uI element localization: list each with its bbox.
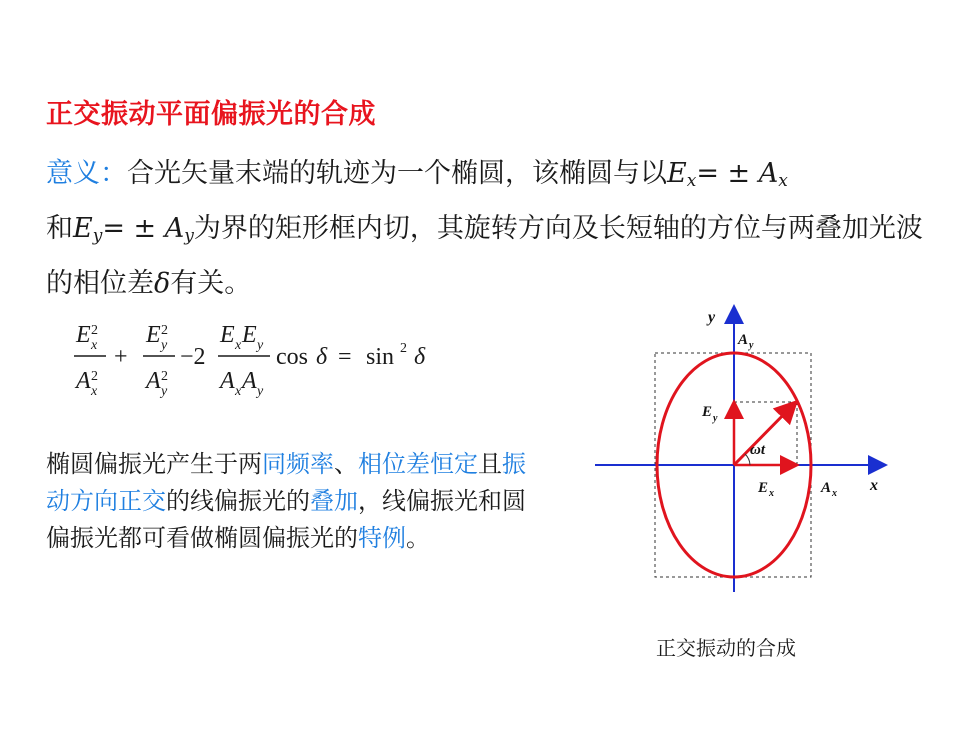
svg-text:y: y <box>713 413 718 424</box>
svg-text:2: 2 <box>91 369 98 384</box>
fraction-exey-over-axay <box>218 322 270 399</box>
meaning-text-2: 和 <box>46 213 73 244</box>
svg-text:y: y <box>161 384 168 399</box>
svg-text:x: x <box>91 338 98 353</box>
svg-text:2: 2 <box>161 323 168 338</box>
orthogonal-vibration-diagram <box>590 300 900 600</box>
meaning-text-1: 合光矢量末端的轨迹为一个椭圆，该椭圆与以 <box>127 158 667 189</box>
ax-label <box>820 480 837 499</box>
keyword-special-case: 特例 <box>358 524 406 552</box>
ey-label <box>701 404 718 424</box>
y-axis-label: y <box>708 309 716 326</box>
math-ex: $E_x= \pm A_x$ <box>667 158 788 191</box>
svg-text:A: A <box>76 368 91 394</box>
slide-title: 正交振动平面偏振光的合成 <box>46 99 376 130</box>
svg-text:2: 2 <box>91 323 98 338</box>
svg-text:y: y <box>257 384 264 399</box>
math-ey: $E_y= \pm A_y$ <box>73 213 194 246</box>
svg-text:A: A <box>242 368 257 394</box>
svg-text:x: x <box>91 384 98 399</box>
x-axis-label: x <box>870 477 878 494</box>
meaning-label: 意义： <box>46 158 127 189</box>
sin-exponent: 2 <box>400 341 407 356</box>
keyword-constant-phase: 相位差恒定 <box>358 450 478 478</box>
keyword-superposition: 叠加 <box>310 487 358 515</box>
ellipse-equation <box>70 312 500 412</box>
svg-text:A: A <box>146 368 161 394</box>
cos-text: cos <box>276 344 308 370</box>
fraction-ey-over-ay <box>143 322 175 399</box>
svg-text:y: y <box>161 338 168 353</box>
svg-text:A: A <box>821 480 832 496</box>
svg-text:x: x <box>832 488 837 499</box>
svg-text:E: E <box>146 322 161 348</box>
svg-text:2: 2 <box>161 369 168 384</box>
math-delta: δ <box>154 268 171 299</box>
meaning-text-4: 有关。 <box>170 268 252 299</box>
svg-text:x: x <box>235 384 242 399</box>
svg-text:E: E <box>702 404 713 420</box>
description-paragraph: 椭圆偏振光产生于两同频率、相位差恒定且振动方向正交的线偏振光的叠加，线偏振光和圆偏振光都可看做椭圆偏振光的特例。 <box>46 450 526 552</box>
meaning-text-3: 为界的矩形框内切，其旋转方向及长短轴的方位与两叠加光波的相位差 <box>46 213 923 299</box>
meaning-paragraph <box>46 150 926 307</box>
svg-text:y: y <box>749 340 754 351</box>
delta-symbol: δ <box>316 344 328 370</box>
minus-two: −2 <box>180 344 206 370</box>
delta-symbol-2: δ <box>414 344 426 370</box>
svg-text:A: A <box>738 332 749 348</box>
svg-text:E: E <box>758 480 769 496</box>
diagram-caption: 正交振动的合成 <box>656 636 796 660</box>
svg-text:E: E <box>220 322 235 348</box>
svg-text:A: A <box>220 368 235 394</box>
svg-text:E: E <box>76 322 91 348</box>
keyword-orthogonal: 振动方向正交 <box>46 450 526 515</box>
plus-sign: + <box>114 344 128 370</box>
ex-label <box>757 480 774 499</box>
svg-text:E: E <box>242 322 257 348</box>
ay-label <box>737 332 754 351</box>
svg-text:x: x <box>769 488 774 499</box>
keyword-same-frequency: 同频率 <box>262 450 334 478</box>
svg-text:x: x <box>235 338 242 353</box>
omega-t-label: ωt <box>750 442 766 458</box>
fraction-ex-over-ax <box>74 322 106 399</box>
equals-sign: = <box>338 344 352 370</box>
sin-text: sin <box>366 344 395 370</box>
svg-text:y: y <box>257 338 264 353</box>
